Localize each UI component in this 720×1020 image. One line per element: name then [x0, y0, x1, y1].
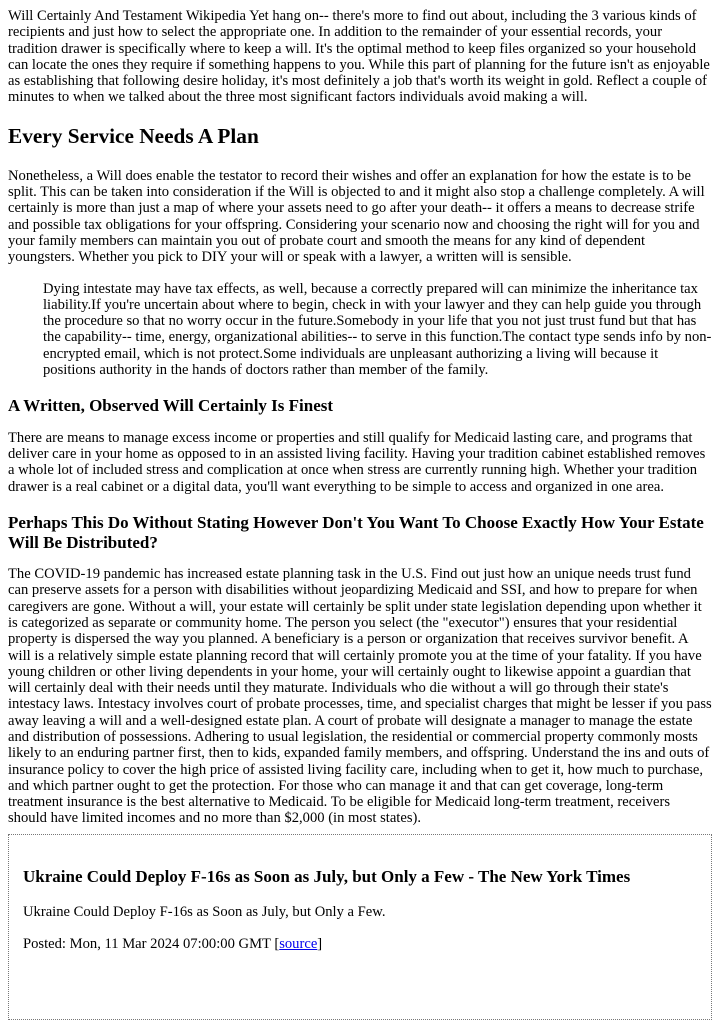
- news-summary: Ukraine Could Deploy F-16s as Soon as July, but Only a Few.: [23, 904, 386, 921]
- section-paragraph-plan: Nonetheless, a Will does enable the testator to record their wishes and offer an explanation for how the estate is to be split. This can be taken into consideration if the Will is objected to and it might also stop a challenge completely. A will certainly is more than just a map of where your assets need to go after your death-- it offers a means to decrease strife and possible tax obligations for your offspring. Considering your scenario now and choosing the right will for you and your family members can maintain you out of probate court and smooth the means for any kind of dependent youngsters. Whether you pick to DIY your will or speak with a lawyer, a written will is sensible.: [8, 167, 705, 266]
- quote-block: [43, 281, 712, 379]
- section-heading-estate-distribution: Perhaps This Do Without Stating However Don't You Want To Choose Exactly How Your Estate Will Be Distributed?: [8, 513, 704, 552]
- news-source-link[interactable]: source: [279, 935, 318, 952]
- news-card: [8, 834, 712, 1020]
- news-title: Ukraine Could Deploy F-16s as Soon as July, but Only a Few - The New York Times: [23, 866, 631, 886]
- news-posted-date: Posted: Mon, 11 Mar 2024 07:00:00 GMT [: [23, 935, 280, 952]
- section-heading-plan: Every Service Needs A Plan: [8, 123, 259, 148]
- section-paragraph-estate-distribution: The COVID-19 pandemic has increased estate planning task in the U.S. Find out just how an unique needs trust fund can preserve assets for a person with disabilities without jeopardizing Medicaid and SSI, and how to prepare for when caregivers are gone. Without a will, your estate will certainly be split under state legislation depending upon whether it is categorized as separate or community home. The person you select (the "executor") ensures that your residential property is dispersed the way you planned. A beneficiary is a person or organization that receives survivor benefit. A will is a relatively simple estate planning record that will certainly promote you at the time of your fatality. If you have young children or other living dependents in your home, your will certainly ought to likewise appoint a guardian that will certainly deal with their needs until they maturate. Individuals who die without a will go through their state's intestacy laws. Intestacy involves court of probate processes, time, and specialist charges that might be lesser if you pass away leaving a will and a well-designed estate plan. A court of probate will designate a manager to manage the estate and distribution of possessions. Adhering to usual legislation, the residential or commercial property commonly mosts likely to an enduring partner first, then to kids, expanded family members, and offspring. Understand the ins and outs of insurance policy to cover the high price of assisted living facility care, including when to get it, how much to purchase, and which partner ought to get the protection. For those who can manage it and that can get coverage, long-term treatment insurance is the best alternative to Medicaid. To be eligible for Medicaid long-term treatment, receivers should have limited incomes and no more than $2,000 (in most states).: [8, 566, 712, 827]
- intro-paragraph: Will Certainly And Testament Wikipedia Yet hang on-- there's more to find out about, including the 3 various kinds of recipients and just how to select the appropriate one. In addition to the remainder of your essential records, your tradition drawer is specifically where to keep a will. It's the optimal method to keep files organized so your household can locate the ones they require if something happens to you. While this part of planning for the future isn't as enjoyable as establishing that following desire holiday, it's most definitely a job that's worth its weight in gold. Reflect a couple of minutes to when we talked about the three most significant factors individuals avoid making a will.: [8, 8, 710, 106]
- section-heading-written-will: A Written, Observed Will Certainly Is Finest: [8, 396, 334, 416]
- section-paragraph-written-will: There are means to manage excess income or properties and still qualify for Medicaid lasting care, and programs that deliver care in your home as opposed to in an assisted living facility. Having your tradition cabinet established removes a whole lot of included stress and complication at once when stress are currently running high. Whether your tradition drawer is a real cabinet or a digital data, you'll want everything to be simple to access and organized in one area.: [8, 429, 706, 495]
- quote-text: Dying intestate may have tax effects, as well, because a correctly prepared will can minimize the inheritance tax liability.If you're uncertain about where to begin, check in with your lawyer and they can help guide you through the procedure so that no worry occur in the future.Somebody in your life that you not just trust fund but that has the capability-- time, energy, organizational abilities-- to serve in this function.The contact type sends info by non-encrypted email, which is not protect.Some individuals are unpleasant authorizing a living will because it positions authority in the hands of doctors rather than member of the family.: [43, 280, 712, 379]
- news-posted-suffix: ]: [317, 935, 323, 952]
- news-posted-line: [23, 936, 697, 952]
